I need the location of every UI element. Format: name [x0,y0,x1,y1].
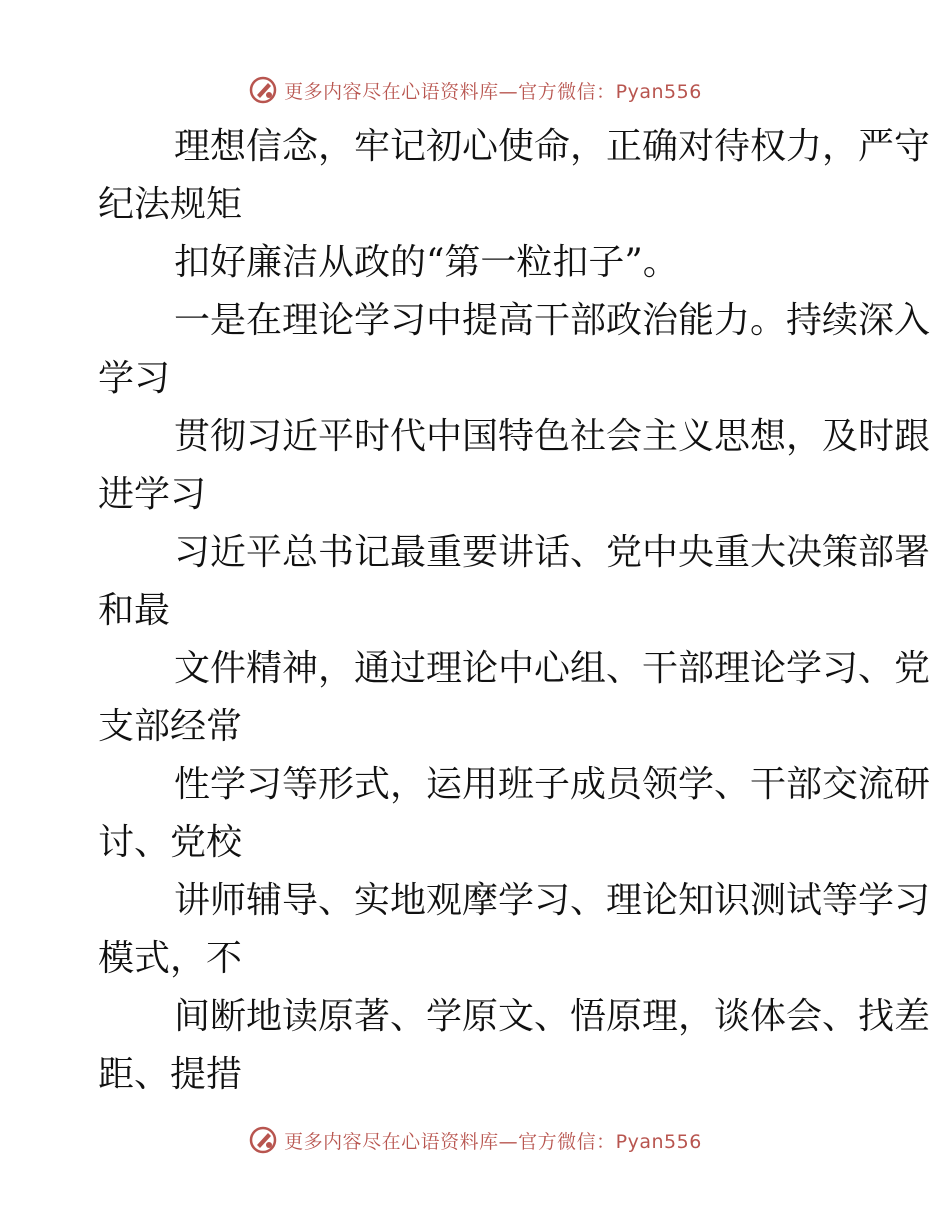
paragraph-line: 纪法规矩 [98,184,243,225]
paragraph-9 [98,988,931,1104]
watermark-text: 更多内容尽在心语资料库—官方微信：Pyan556 [284,1130,702,1153]
paragraph-line: 理想信念，牢记初心使命，正确对待权力，严守 [174,126,931,167]
paragraph-3 [98,292,931,408]
paragraph-line: 学习 [98,358,171,399]
watermark-text: 更多内容尽在心语资料库—官方微信：Pyan556 [284,80,702,103]
document-body [98,118,931,1104]
paragraph-line: 模式，不 [98,938,243,979]
paragraph-4 [98,408,931,524]
header-watermark [0,70,950,110]
paragraph-6 [98,640,931,756]
paragraph-line: 扣好廉洁从政的“第一粒扣子”。 [174,242,679,283]
paragraph-line: 和最 [98,590,171,631]
footer-watermark [0,1120,950,1160]
paragraph-2 [98,234,858,292]
paragraph-8 [98,872,931,988]
paragraph-line: 性学习等形式，运用班子成员领学、干部交流研 [174,764,931,805]
paragraph-line: 间断地读原著、学原文、悟原理，谈体会、找差 [174,996,931,1037]
paragraph-line: 进学习 [98,474,207,515]
paragraph-line: 文件精神，通过理论中心组、干部理论学习、党 [174,648,931,689]
paragraph-line: 一是在理论学习中提高干部政治能力。持续深入 [174,300,931,341]
paragraph-7 [98,756,931,872]
paragraph-line: 贯彻习近平时代中国特色社会主义思想，及时跟 [174,416,931,457]
paragraph-line: 距、提措 [98,1054,243,1095]
paragraph-1 [98,118,931,234]
paragraph-line: 习近平总书记最重要讲话、党中央重大决策部署 [174,532,931,573]
paragraph-5 [98,524,931,640]
logo-icon [248,75,278,105]
paragraph-line: 讲师辅导、实地观摩学习、理论知识测试等学习 [174,880,931,921]
paragraph-line: 支部经常 [98,706,243,747]
logo-icon [248,1125,278,1155]
paragraph-line: 讨、党校 [98,822,243,863]
